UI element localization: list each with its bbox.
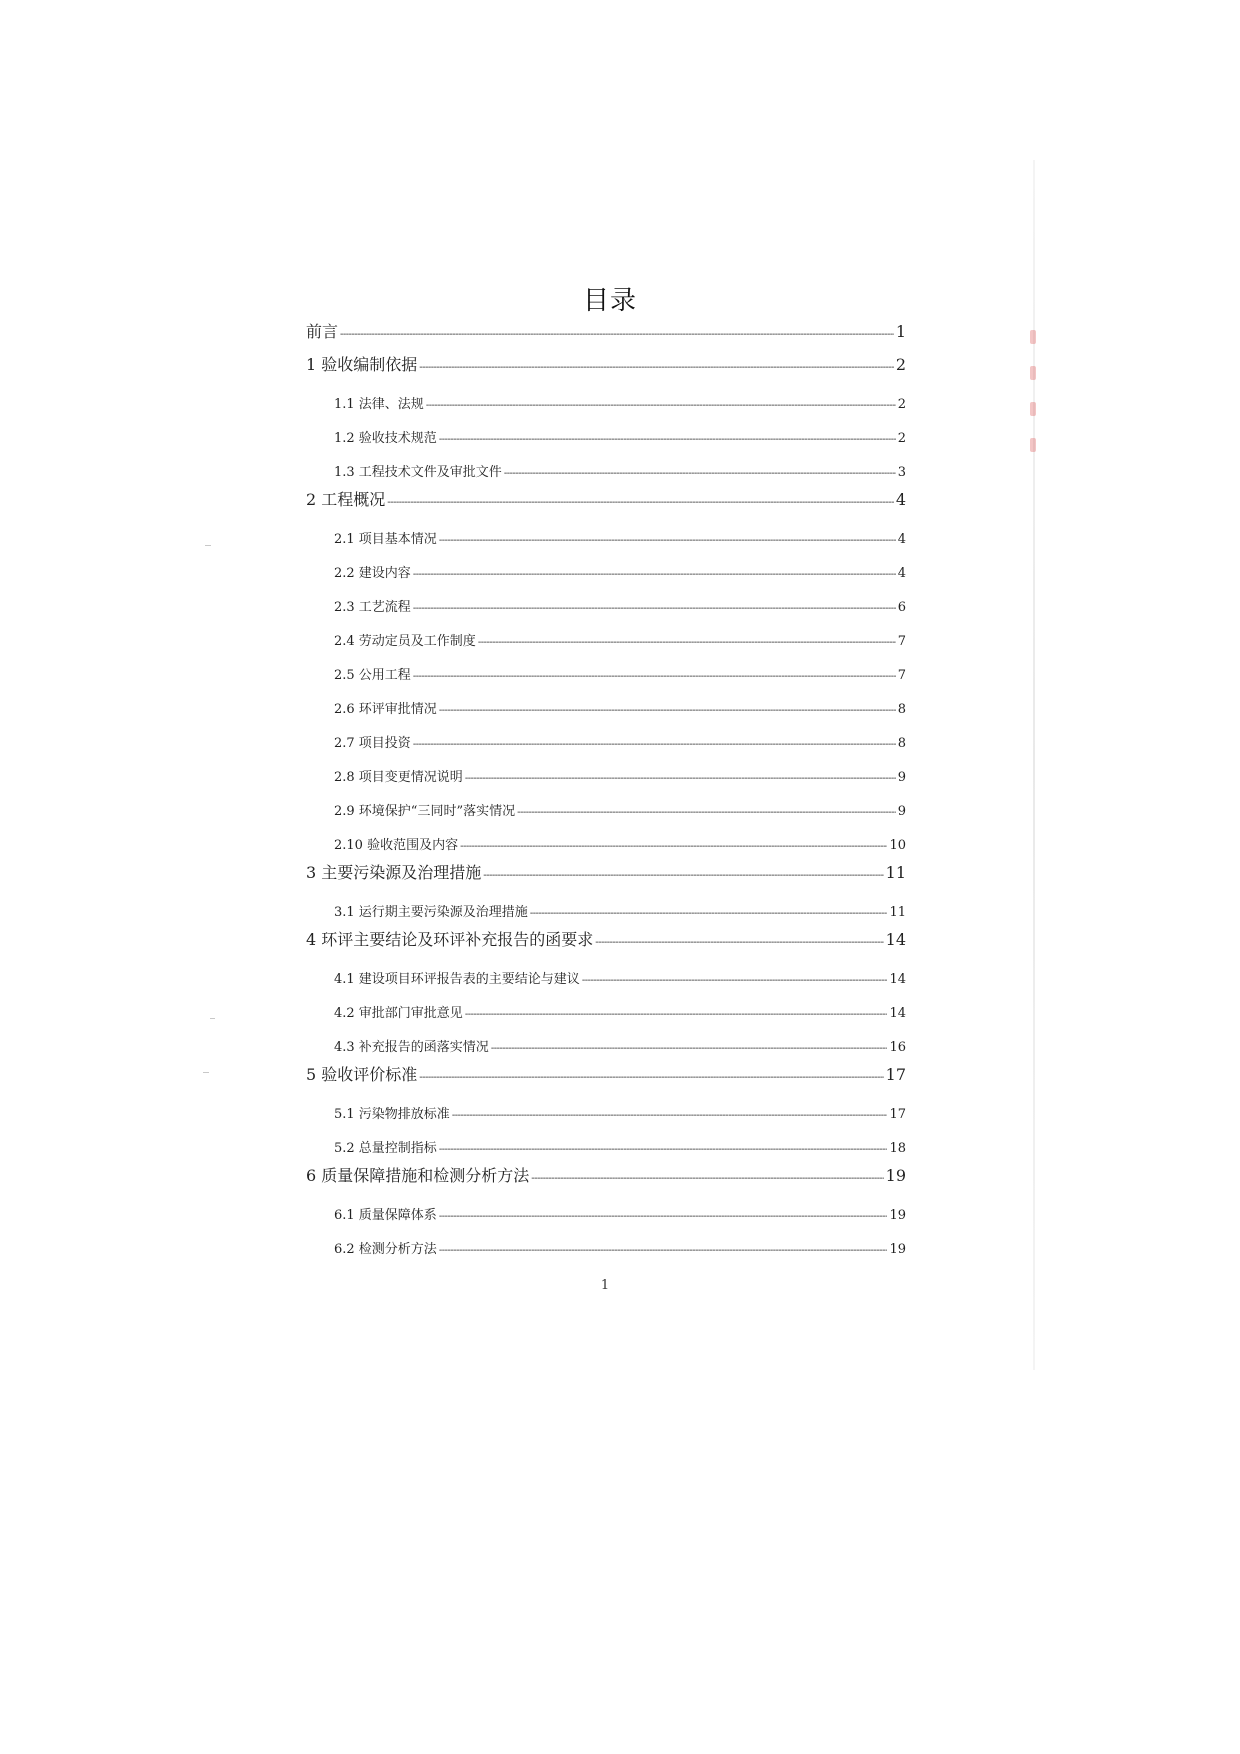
toc-entry-label: 1.2 验收技术规范 [334,431,437,446]
leader-dots [460,841,887,852]
toc-entry-label: 2.8 项目变更情况说明 [334,770,463,785]
toc-entry-label: 3.1 运行期主要污染源及治理措施 [334,905,528,920]
toc-entry-label: 5.2 总量控制指标 [334,1141,437,1156]
leader-dots [452,1110,888,1121]
toc-entry-page: 14 [889,1006,906,1021]
toc-entry-page: 14 [889,972,906,987]
toc-entry-label: 6.2 检测分析方法 [334,1242,437,1257]
toc-entry-label: 6.1 质量保障体系 [334,1208,437,1223]
toc-entry-page: 14 [885,930,906,949]
leader-dots [426,400,896,411]
toc-entry-label: 2.7 项目投资 [334,736,411,751]
toc-entry[interactable] [334,461,906,480]
toc-title: 目录 [582,286,637,316]
toc-entry-label: 2.1 项目基本情况 [334,532,437,547]
toc-entry[interactable] [306,1163,906,1186]
leader-dots [517,807,896,818]
toc-entry-label: 2.2 建设内容 [334,566,411,581]
leader-dots [478,637,896,648]
toc-entry-page: 2 [895,355,906,374]
toc-entry[interactable] [334,834,906,853]
toc-entry[interactable] [334,1036,906,1055]
toc-entry[interactable] [334,596,906,615]
scan-speck [203,1072,209,1073]
leader-dots [504,468,896,479]
leader-dots [439,1144,888,1155]
leader-dots [387,497,894,508]
toc-entry[interactable] [334,901,906,920]
toc-entry-page: 4 [897,532,906,547]
toc-entry-page: 4 [895,490,906,509]
toc-entry[interactable] [306,927,906,950]
toc-entry-label: 前言 [306,322,339,341]
toc-entry[interactable] [334,1002,906,1021]
toc-entry-label: 4 环评主要结论及环评补充报告的函要求 [306,930,594,949]
toc-entry-label: 2 工程概况 [306,490,386,509]
toc-entry-label: 2.6 环评审批情况 [334,702,437,717]
leader-dots [419,1072,883,1083]
toc-entry-page: 11 [889,905,906,920]
toc-entry[interactable] [334,1137,906,1156]
toc-entry-label: 2.10 验收范围及内容 [334,838,459,853]
toc-entry-label: 4.3 补充报告的函落实情况 [334,1040,489,1055]
red-stamp-fragment [1028,330,1040,480]
toc-entry-label: 2.4 劳动定员及工作制度 [334,634,476,649]
leader-dots [439,1211,888,1222]
leader-dots [439,535,896,546]
toc-entry-page: 7 [897,634,906,649]
toc-entry-label: 1.3 工程技术文件及审批文件 [334,465,502,480]
leader-dots [340,329,894,340]
toc-entry[interactable] [334,427,906,446]
toc-entry-label: 5 验收评价标准 [306,1065,418,1084]
toc-entry[interactable] [334,1103,906,1122]
toc-entry-page: 1 [895,322,906,341]
toc-entry-page: 19 [885,1166,906,1185]
leader-dots [483,870,883,881]
toc-entry[interactable] [334,1238,906,1257]
toc-entry-page: 10 [889,838,906,853]
leader-dots [582,975,888,986]
toc-entry-label: 5.1 污染物排放标准 [334,1107,450,1122]
leader-dots [465,773,896,784]
toc-entry-label: 4.1 建设项目环评报告表的主要结论与建议 [334,972,580,987]
scan-speck [210,1018,215,1019]
toc-entry-label: 2.5 公用工程 [334,668,411,683]
leader-dots [465,1009,888,1020]
leader-dots [413,671,896,682]
scan-speck [205,545,211,546]
leader-dots [413,603,896,614]
footer-page-number: 1 [600,1278,610,1293]
toc-entry-page: 7 [897,668,906,683]
toc-entry-page: 19 [889,1208,906,1223]
toc-entry-page: 17 [889,1107,906,1122]
leader-dots [419,362,894,373]
toc-entry-page: 6 [897,600,906,615]
toc-entry[interactable] [334,630,906,649]
toc-entry-label: 1.1 法律、法规 [334,397,424,412]
toc-entry[interactable] [334,968,906,987]
toc-entry-page: 18 [889,1141,906,1156]
toc-entry-label: 3 主要污染源及治理措施 [306,863,482,882]
toc-entry[interactable] [334,528,906,547]
toc-entry-page: 16 [889,1040,906,1055]
toc-entry[interactable] [334,766,906,785]
toc-entry[interactable] [334,1204,906,1223]
toc-entry-page: 8 [897,702,906,717]
leader-dots [439,434,896,445]
toc-entry-page: 9 [897,770,906,785]
leader-dots [531,1173,883,1184]
toc-entry-label: 2.9 环境保护“三同时”落实情况 [334,804,516,819]
toc-entry[interactable] [334,562,906,581]
toc-entry-page: 4 [897,566,906,581]
toc-entry-page: 2 [897,397,906,412]
toc-entry[interactable] [334,732,906,751]
leader-dots [595,937,883,948]
leader-dots [413,739,896,750]
toc-entry[interactable] [306,860,906,883]
toc-entry[interactable] [306,319,906,342]
toc-entry[interactable] [306,352,906,375]
toc-entry[interactable] [306,1062,906,1085]
toc-entry-label: 4.2 审批部门审批意见 [334,1006,463,1021]
toc-entry-label: 6 质量保障措施和检测分析方法 [306,1166,530,1185]
leader-dots [413,569,896,580]
toc-entry-label: 1 验收编制依据 [306,355,418,374]
leader-dots [439,705,896,716]
toc-entry[interactable] [334,698,906,717]
toc-entry-page: 3 [897,465,906,480]
toc-entry[interactable] [306,487,906,510]
toc-entry-page: 17 [885,1065,906,1084]
toc-entry-page: 11 [885,863,906,882]
leader-dots [530,908,888,919]
toc-entry-page: 9 [897,804,906,819]
toc-entry-page: 19 [889,1242,906,1257]
toc-entry-page: 2 [897,431,906,446]
toc-entry[interactable] [334,664,906,683]
leader-dots [439,1245,888,1256]
toc-entry-page: 8 [897,736,906,751]
toc-entry-label: 2.3 工艺流程 [334,600,411,615]
toc-entry[interactable] [334,393,906,412]
leader-dots [491,1043,888,1054]
toc-entry[interactable] [334,800,906,819]
